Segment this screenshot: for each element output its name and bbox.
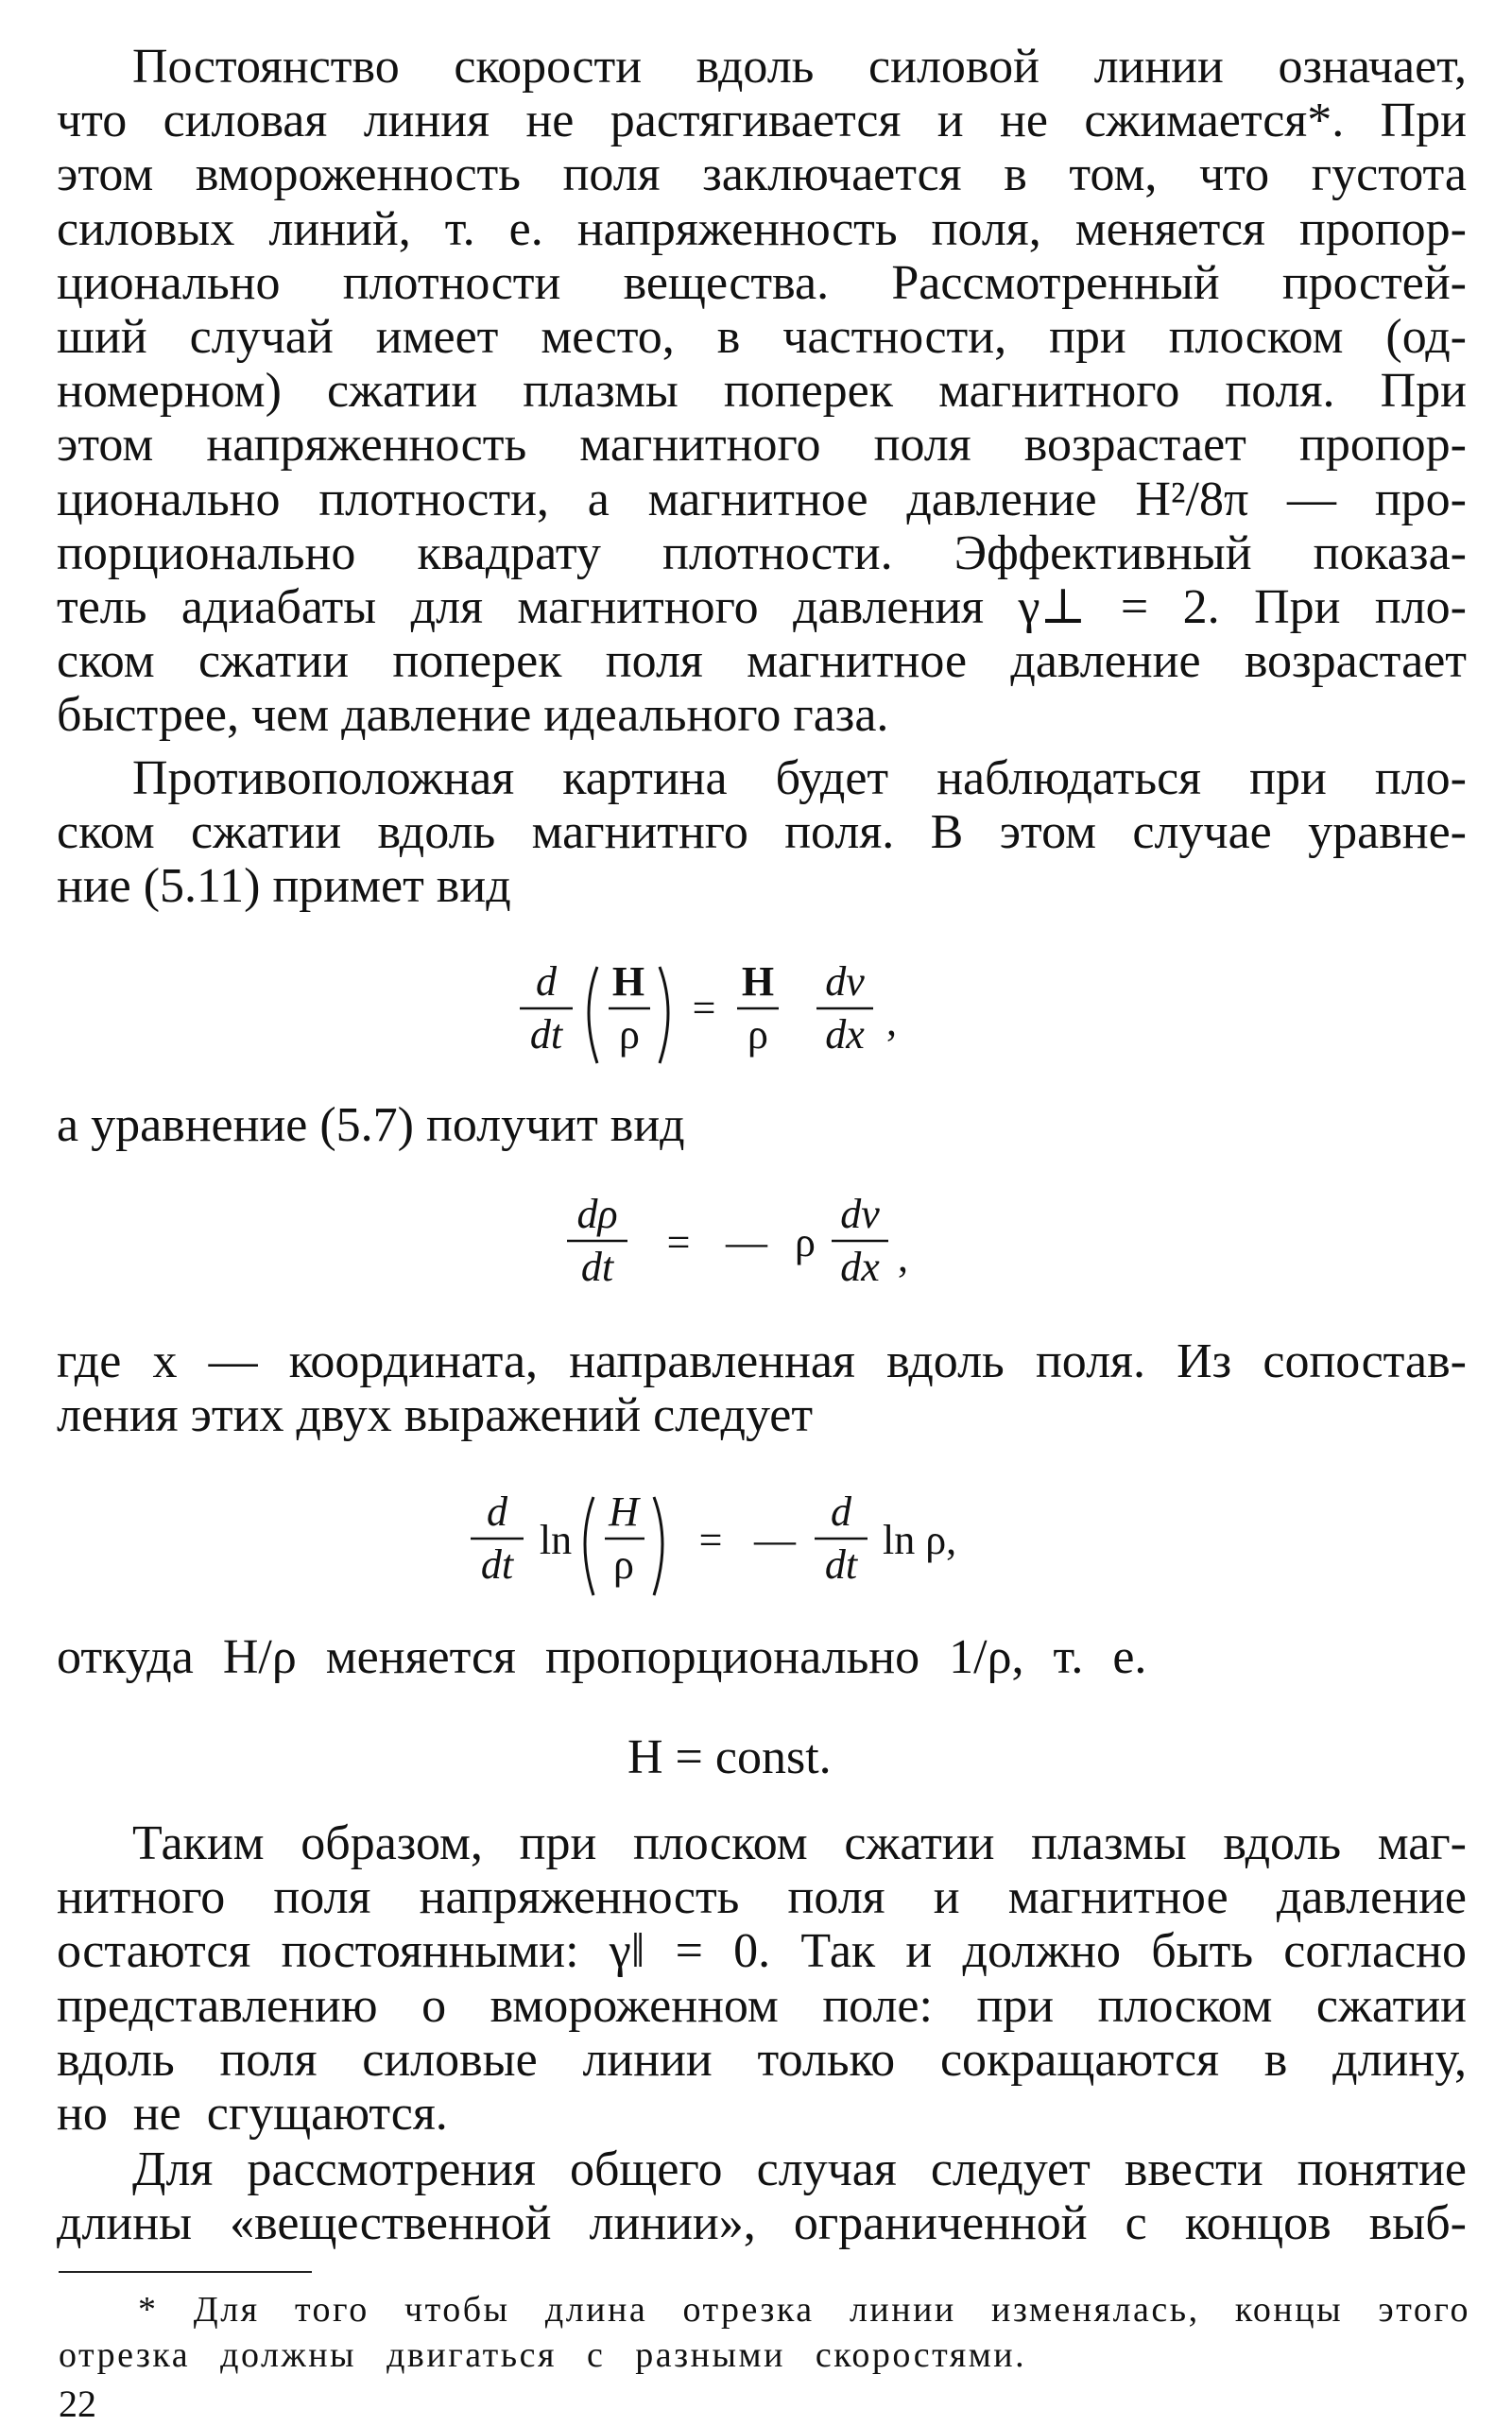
footnote-rule [59, 2271, 312, 2273]
eq3-d-rhs: d [831, 1488, 851, 1535]
text-line: порционально квадрату плотности. Эффективный показа- [57, 525, 1467, 580]
text-line: этом вмороженность поля заключается в том, что густота [57, 147, 1467, 202]
eq1-comma: , [886, 998, 897, 1044]
text-line: Таким образом, при плоском сжатии плазмы вдоль маг- [132, 1816, 1467, 1870]
eq1-right-paren [660, 967, 668, 1063]
eq1-dx: dx [825, 1011, 865, 1058]
text-line: откуда H/ρ меняется пропорционально 1/ρ, т. е. [57, 1630, 1147, 1684]
eq3-left-paren [585, 1497, 593, 1595]
text-line: но не сгущаются. [57, 2087, 448, 2142]
text-line: представлению о вмороженном поле: при плоском сжатии [57, 1978, 1467, 2033]
text-line: ционально плотности вещества. Рассмотренный простей- [57, 255, 1467, 310]
eq3-H: H [609, 1488, 639, 1535]
equation-2-svg [558, 1186, 954, 1309]
paragraph-4 [57, 1816, 1467, 2141]
equation-1 [510, 950, 945, 1082]
line-after-eq3 [57, 1630, 1467, 1684]
eq1-dv: dv [825, 958, 865, 1005]
eq3-lnrho: ln ρ, [883, 1517, 957, 1563]
text-line: Постоянство скорости вдоль силовой линии означает, [132, 40, 1467, 94]
text-line: а уравнение (5.7) получит вид [57, 1098, 685, 1152]
text-line: Для рассмотрения общего случая следует ввести понятие [132, 2142, 1467, 2196]
text-line: тель адиабаты для магнитного давления γ⊥ = 2. При пло- [57, 580, 1467, 635]
eq3-equals: = [698, 1517, 723, 1563]
paragraph-3 [57, 1334, 1467, 1442]
text-line: ние (5.11) примет вид [57, 859, 511, 914]
text-line: длины «вещественной линии», ограниченной с концов выб- [57, 2196, 1467, 2251]
eq3-ln: ln [539, 1517, 573, 1563]
text-line: ском сжатии поперек поля магнитное давление возрастает [57, 634, 1467, 689]
eq3-right-paren [654, 1497, 662, 1595]
paragraph-1 [57, 40, 1467, 743]
eq2-drho: dρ [576, 1191, 618, 1237]
text-line: ления этих двух выражений следует [57, 1388, 814, 1443]
text-line: ционально плотности, а магнитное давление H²/8π — про- [57, 472, 1467, 526]
equation-3 [461, 1482, 1047, 1614]
paragraph-2 [57, 751, 1467, 914]
text-line: где x — координата, направленная вдоль поля. Из сопостав- [57, 1334, 1467, 1388]
eq2-comma: , [898, 1234, 908, 1281]
text-line: номерном) сжатии плазмы поперек магнитного поля. При [57, 364, 1467, 419]
text-line: быстрее, чем давление идеального газа. [57, 688, 889, 743]
eq1-dt: dt [529, 1011, 563, 1058]
eq1-H: H [611, 958, 645, 1005]
page-number: 22 [59, 2383, 96, 2425]
text-line: ском сжатии вдоль магнитнго поля. В этом случае уравне- [57, 805, 1467, 860]
equation-2 [558, 1186, 954, 1309]
eq2-dv: dv [840, 1191, 880, 1237]
eq3-dt: dt [480, 1541, 514, 1588]
paragraph-5 [57, 2142, 1467, 2250]
text-line: остаются постоянными: γ‖ = 0. Так и должно быть согласно [57, 1924, 1467, 1979]
text-line: этом напряженность магнитного поля возрастает пропор- [57, 418, 1467, 473]
eq1-left-paren [589, 967, 597, 1063]
eq1-equals: = [692, 985, 716, 1031]
footnote [59, 2287, 1470, 2378]
eq2-equals: = [666, 1219, 691, 1265]
eq3-minus: — [754, 1517, 796, 1563]
equation-4: H = const. [627, 1730, 832, 1784]
footnote-line: отрезка должны двигаться с разными скоростями. [59, 2335, 1027, 2375]
eq1-d: d [536, 958, 557, 1005]
eq1-rho-rhs: ρ [747, 1011, 768, 1058]
eq2-dt: dt [580, 1244, 614, 1290]
eq3-d: d [487, 1488, 507, 1535]
text-line: Противоположная картина будет наблюдаться при пло- [132, 751, 1467, 805]
eq1-rho: ρ [619, 1011, 640, 1058]
eq2-dx: dx [840, 1244, 880, 1290]
text-line: вдоль поля силовые линии только сокращаются в длину, [57, 2032, 1467, 2087]
text-line: ший случай имеет место, в частности, при плоском (од- [57, 310, 1467, 365]
eq3-dt-rhs: dt [824, 1541, 858, 1588]
eq2-rho: ρ [795, 1219, 816, 1265]
footnote-line: * Для того чтобы длина отрезка линии изменялась, концы этого [138, 2290, 1470, 2330]
eq2-minus: — [726, 1219, 767, 1265]
line-after-eq1 [57, 1098, 1467, 1152]
eq3-rho: ρ [613, 1541, 634, 1588]
text-line: что силовая линия не растягивается и не сжимается*. При [57, 94, 1467, 148]
text-line: силовых линий, т. е. напряженность поля, меняется пропор- [57, 201, 1467, 256]
eq1-H-rhs: H [741, 958, 775, 1005]
text-line: нитного поля напряженность поля и магнитное давление [57, 1870, 1467, 1925]
equation-3-svg [461, 1482, 1047, 1614]
equation-1-svg [510, 950, 945, 1082]
